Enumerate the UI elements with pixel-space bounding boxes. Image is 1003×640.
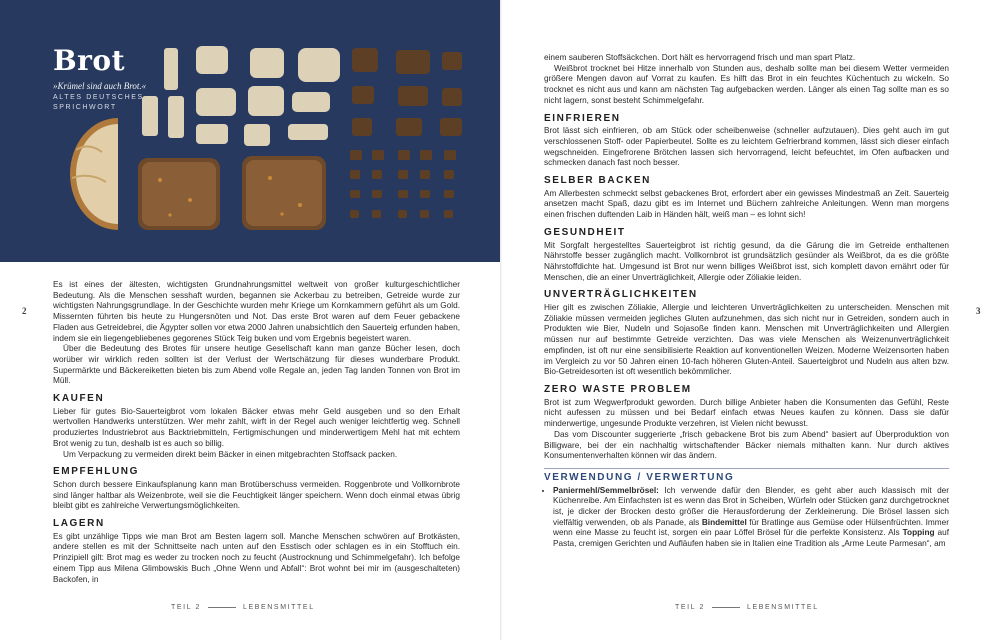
unvertraeglichkeiten-paragraph: Hier gilt es zwischen Zöliakie, Allergie und leichteren Unverträglichkeiten zu unterscheiden. Menschen mit Zöliakie müssen vermeiden jegliches Gluten aufzunehmen, das sich nicht nur in Getreiden, sondern auch in Produkten wie Bier, Nudeln und Sojasoße finden kann. Menschen mit Unverträglichkeiten und Allergien müssen nur auf bestimmte Getreide verzichten. Das was viele Menschen als Weizenunverträglichkeit empfinden, ist oft nur eine sensibilisierte Reaktion auf konventionellen Weizen. Moderne Weizensorten haben im Vergleich zu vor 50 Jahren einen 10-fach höheren Gluten-Anteil. Sauerteigbrot und Nudeln aus alten bzw. Bio-Getreidesorten ist oft wesentlich bekömmlicher. xyxy=(544,303,949,377)
right-page xyxy=(502,0,1003,640)
footer-divider xyxy=(712,607,740,608)
lagern-paragraph: Es gibt unzählige Tipps wie man Brot am Besten lagern soll. Manche Menschen schwören auf Brotkästen, andere stellen es mit der Schnittseite nach unten auf den Esstisch oder schlagen es in ein Stofftuch ein. Prinzipiell gilt: Brot mag es weder zu trocken noch zu feucht (Austrocknung und Schimmelgefahr). Ich befolge einem Tipp aus Milena Glimbowskis Buch „Ohne Wenn und Abfall“: Brot wohnt bei mir im (ausgeschalteten) Backofen, in xyxy=(53,531,460,584)
footer-chapter: LEBENSMITTEL xyxy=(746,604,819,611)
heading-unvertraeglichkeiten: UNVERTRÄGLICHKEITEN xyxy=(544,289,698,301)
selber-backen-paragraph: Am Allerbesten schmeckt selbst gebackenes Brot, erfordert aber ein gewisses Mindestmaß an Zeit. Sauerteig ansetzen macht Spaß, dazu gibt es im Internet und Büchern zahlreiche Anleitungen. Wenn man morgens einen frischen duftenden Laib in Händen hält, weiß man – es lohnt sich! xyxy=(544,188,949,220)
footer-divider xyxy=(208,607,236,608)
right-body xyxy=(544,53,949,550)
heading-kaufen: KAUFEN xyxy=(53,393,105,405)
heading-selber-backen: SELBER BACKEN xyxy=(544,175,651,187)
lead-paragraph-2: Weißbrot trocknet bei Hitze innerhalb von Stunden aus, deshalb sollte man bei diesem Wetter vermeiden größere Mengen davon auf Vorrat zu kaufen. Es hilft das Brot in ein feuchtes Küchentuch zu wickeln. So trocknet es nicht aus und kann am nächsten Tag aufgebacken werden. Länger als einen Tag sollte man es so nicht lagern, sonst besteht Schimmelgefahr. xyxy=(544,63,949,105)
zero-waste-paragraph-2: Das vom Discounter suggerierte „frisch gebackene Brot bis zum Abend“ basiert auf Überproduktion von Billigware, bei der ein nachhaltig wirtschaftender Bäcker niemals mithalten kann. Nur durch aktives Konsumentenverhalten können wir das ändern. xyxy=(544,429,949,461)
kaufen-paragraph-1: Lieber für gutes Bio-Sauerteigbrot vom lokalen Bäcker etwas mehr Geld ausgeben und so den Erhalt wertvollen Handwerks unterstützen. Wer mehr zahlt, wirft in der Regel auch weniger leichtfertig weg. Schnell produziertes Industriebrot aus Backtriebmitteln, Fertigmischungen und minderwertigem Mehl hat mit echtem Brot wenig zu tun, deshalb ist es auch so billig. xyxy=(53,406,460,448)
page-number-right: 3 xyxy=(976,306,981,316)
left-page xyxy=(0,0,501,640)
page-number-left: 2 xyxy=(22,306,27,316)
intro-paragraph-2: Über die Bedeutung des Brotes für unsere heutige Gesellschaft kann man ganze Bücher lesen, doch worüber wir wirklich reden sollten ist der Verlust der Wertschätzung für dieses wunderbare Produkt. Supermärkte und Bäckereiketten bieten bis zum Abend volle Regale an, jeden Tag landen Tonnen von Brot im Müll. xyxy=(53,344,460,386)
verwertung-heading: VERWENDUNG / VERWERTUNG xyxy=(544,471,735,483)
einfrieren-paragraph: Brot lässt sich einfrieren, ob am Stück oder scheibenweise (schneller aufzutauen). Dies geht auch im gut verschlossenen Stoff- oder Papierbeutel. Sollte es zu leichtem Gefrierbrand kommen, lässt sich dieser einfach wegschneiden. Eingefrorene Brötchen lassen sich hervorragend, leicht befeuchtet, im Ofen aufbacken und schmecken danach fast noch besser. xyxy=(544,126,949,168)
lead-paragraph-1: einem sauberen Stoffsäckchen. Dort hält es hervorragend frisch und man spart Platz. xyxy=(544,53,856,62)
item-text-a: Ich verwende dafür den Blender, es geht aber auch klassisch mit der Küchenreibe. Am Einfachsten ist es wenn das Brot in Scheiben, Würfeln oder Stücken ganz durchgetrocknet ist, je dicker der Brocken desto größer die Herausforderung der Zerkleinerung. Die Brösel lassen sich vielfältig verwenden, ob als Panade, als xyxy=(553,485,949,527)
footer-part: TEIL 2 xyxy=(171,604,201,611)
gesundheit-paragraph: Mit Sorgfalt hergestelltes Sauerteigbrot ist richtig gesund, da die Gärung die im Getreide enthaltenen Nährstoffe besser zugänglich macht. Vollkornbrot ist grundsätzlich gesünder als Weißbrot, da es die größte Nährstoffdichte hat. Umgesund ist Brot nur wenn billiges Weißbrot isst, sich komplett davon ernährt oder für Menschen, die an einer Unverträglichkeit, Allergie oder Zöliakie leiden. xyxy=(544,240,949,282)
heading-zero-waste: ZERO WASTE PROBLEM xyxy=(544,383,692,395)
page-title: Brot xyxy=(53,44,126,77)
left-body xyxy=(53,280,460,585)
item-bold-c: Topping xyxy=(902,528,935,538)
zero-waste-paragraph-1: Brot ist zum Wegwerfprodukt geworden. Durch billige Anbieter haben die Konsumenten das Gefühl, Reste nicht aufessen zu müssen und bei Bedarf einfach etwas Neues kaufen zu können. Dass sie dafür minderwertige, ungesunde Produkte verzehren, ist Vielen nicht bewusst. xyxy=(544,397,949,429)
kaufen-paragraph-2: Um Verpackung zu vermeiden direkt beim Bäcker in einen mitgebrachten Stoffsack packen. xyxy=(63,449,398,459)
heading-empfehlung: EMPFEHLUNG xyxy=(53,466,139,478)
item-bold-b: Bindemittel xyxy=(701,517,747,527)
verwertung-list xyxy=(544,486,949,550)
footer-chapter: LEBENSMITTEL xyxy=(242,604,315,611)
item-text-c: auf Pasta, cremigen Gerichten und Aufläufen haben sie in Italien eine Tradition als „Arme Leute Parmesan“, am xyxy=(553,528,949,549)
heading-lagern: LAGERN xyxy=(53,518,105,530)
item-term: Paniermehl/Semmelbrösel: xyxy=(553,485,659,495)
bread-photo xyxy=(0,0,501,262)
bread-illustration xyxy=(0,0,501,262)
verwertung-box xyxy=(544,468,949,550)
footer-right xyxy=(675,604,819,611)
footer-left xyxy=(171,604,315,611)
quote-source: ALTES DEUTSCHES SPRICHWORT xyxy=(53,94,144,111)
footer-part: TEIL 2 xyxy=(675,604,705,611)
quote: »Krümel sind auch Brot.« xyxy=(53,81,147,91)
list-item xyxy=(553,486,949,550)
item-text-b: für Bratlinge aus Gemüse oder Hülsenfrüchten. Immer wenn eine Masse zu feucht ist, sorgen ein paar Löffel Brösel für die perfekte Konsistenz. Als xyxy=(553,517,949,538)
heading-einfrieren: EINFRIEREN xyxy=(544,112,621,124)
empfehlung-paragraph: Schon durch bessere Einkaufsplanung kann man Brotüberschuss vermeiden. Roggenbrote und Vollkornbrote sind länger haltbar als Weizenbrote, weil sie die Feuchtigkeit länger speichern. Wenn doch einmal etwas übrig bleibt gibt es zahlreiche Verwertungsmöglichkeiten. xyxy=(53,479,460,511)
heading-gesundheit: GESUNDHEIT xyxy=(544,226,626,238)
intro-paragraph-1: Es ist eines der ältesten, wichtigsten Grundnahrungsmittel weltweit von großer kulturgeschichtlicher Bedeutung. Als die Menschen sesshaft wurden, begannen sie Ackerbau zu betreiben, Getreide wurde zur wichtigsten Nahrungsgrundlage. In der Geschichte wurden mehr Kriege um Kornkammern geführt als um Gold. Missernten führten bis heute zu Hungersnöten und Not. Das erste Brot waren auf dem Feuer gebackene Fladen aus Getreidebrei, die Ägypter sollen vor etwa 2000 Jahren unabsichtlich den Sauerteig erfunden haben, indem sie ein liegengebliebenes gegorenes Stück Teig buken und vom Ergebnis begeistert waren. xyxy=(53,280,460,343)
